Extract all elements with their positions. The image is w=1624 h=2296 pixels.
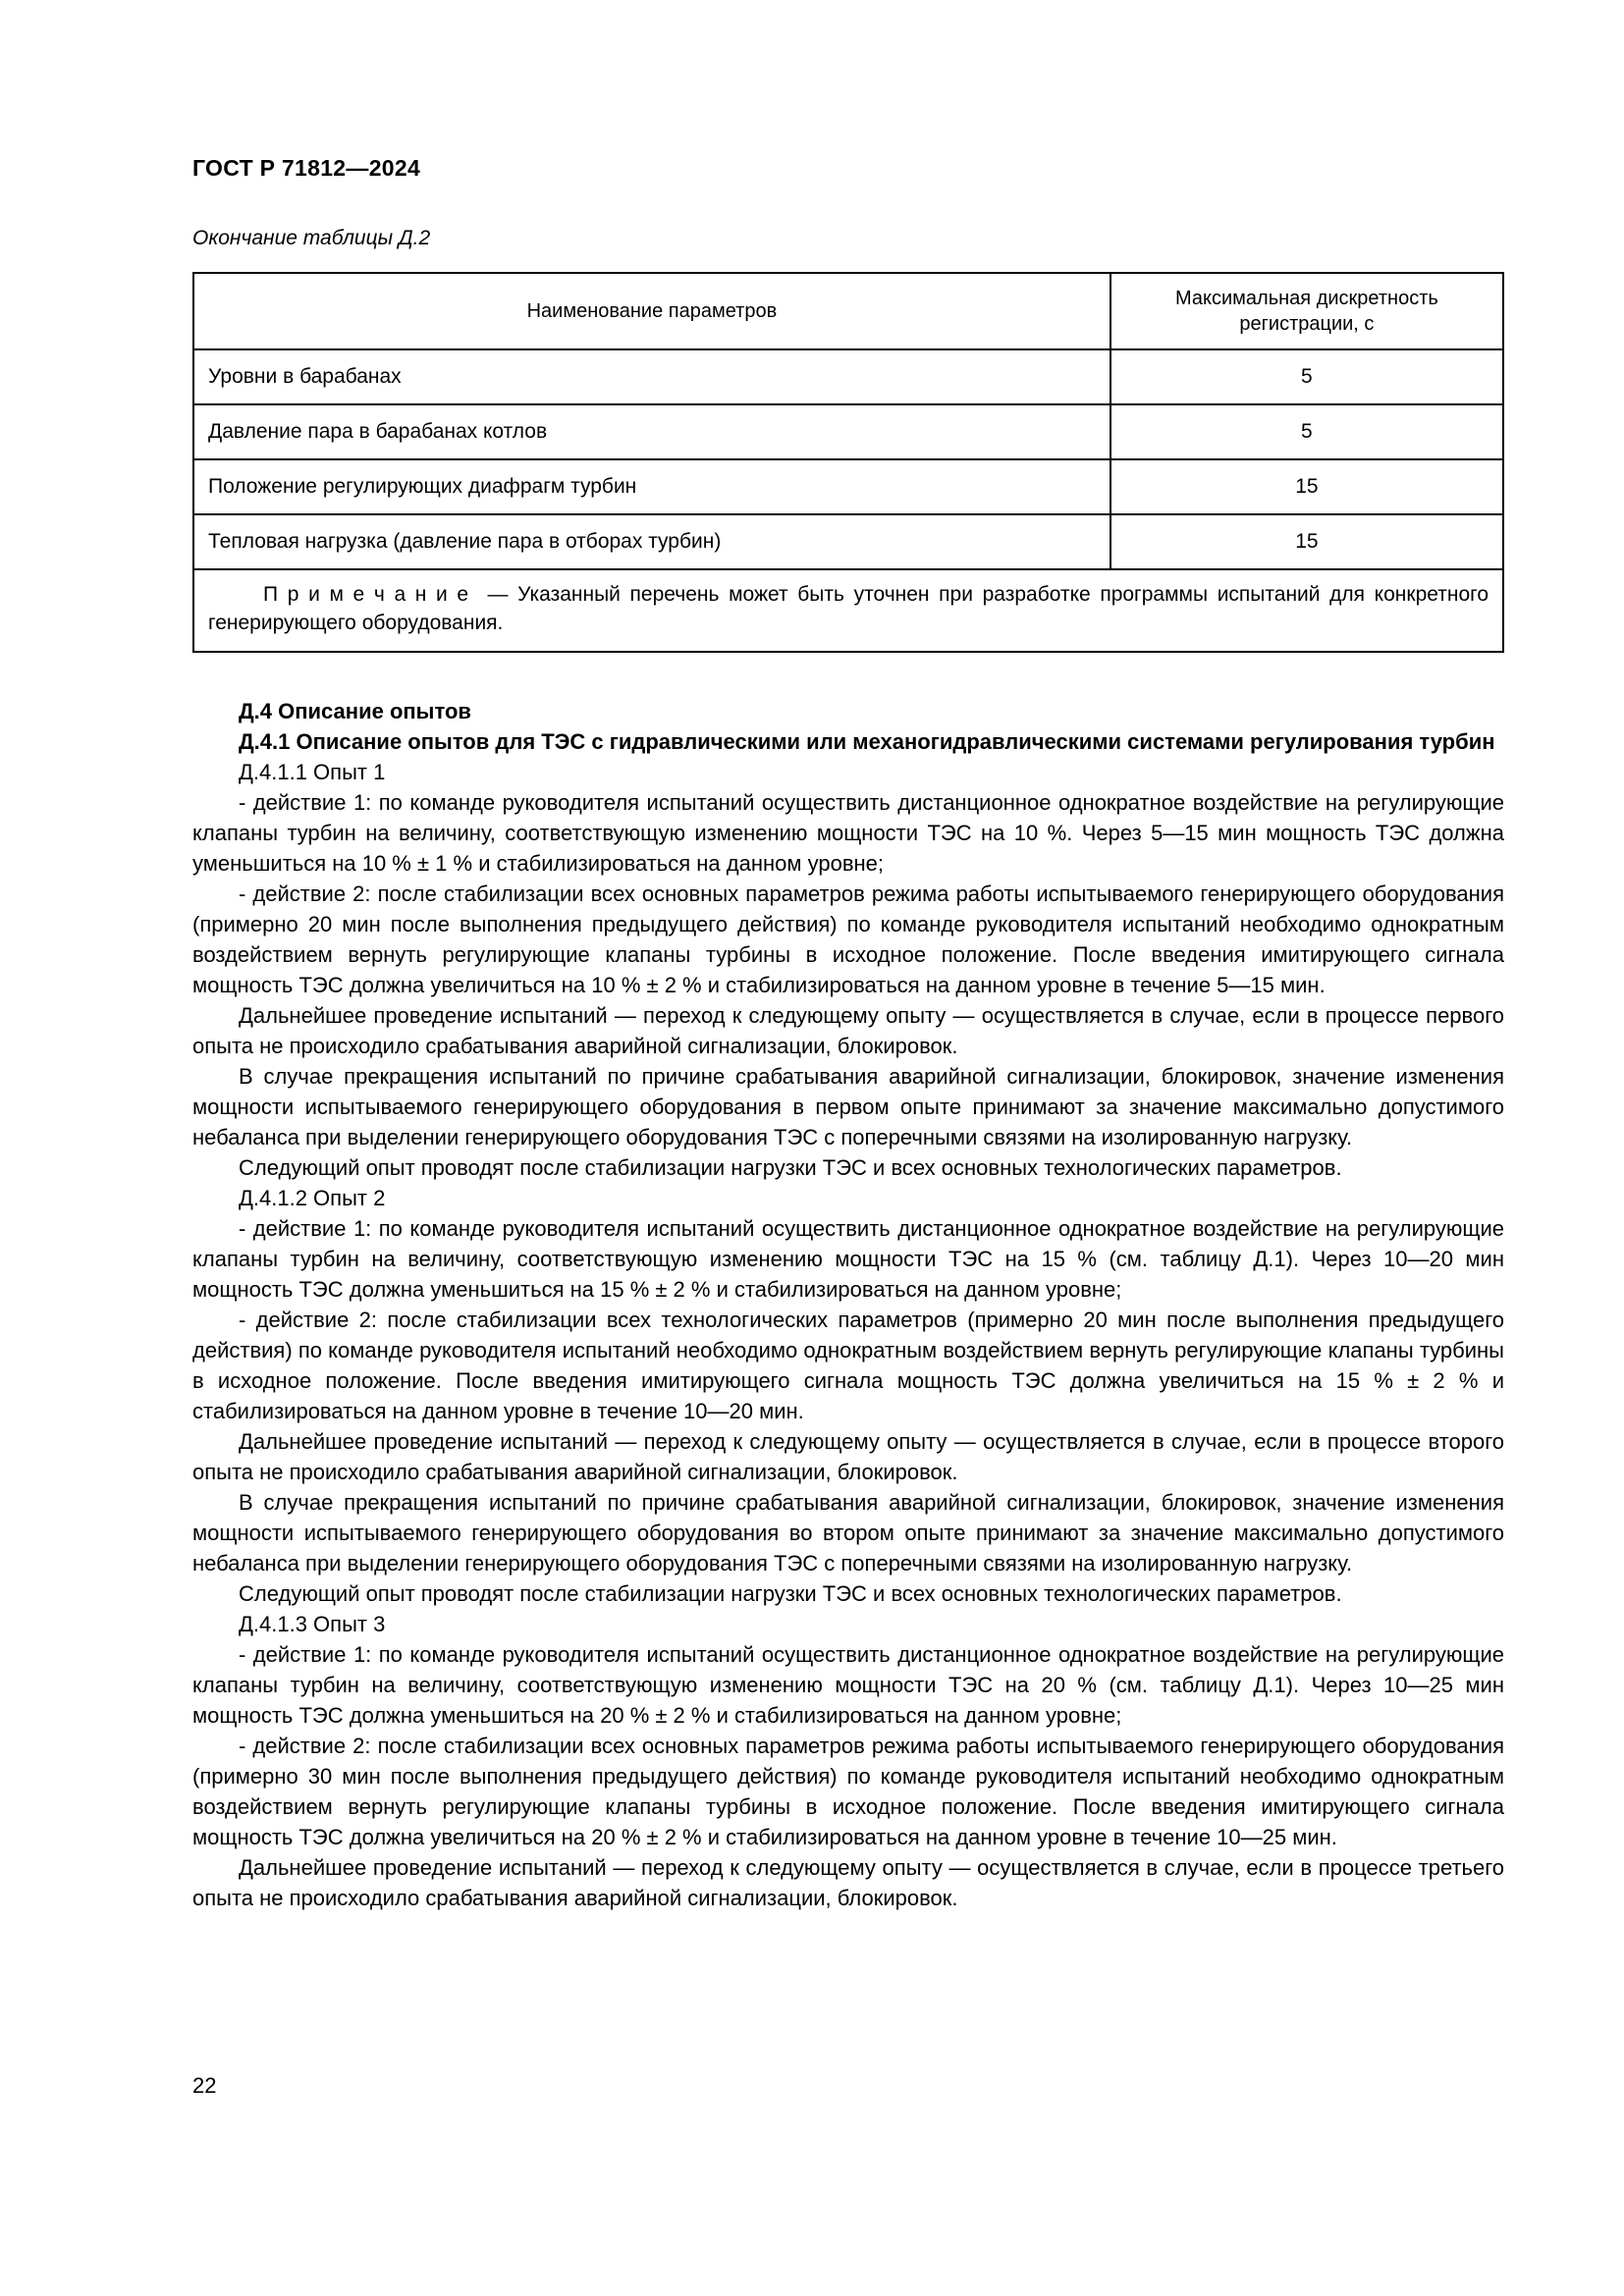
table-row — [193, 514, 1503, 569]
page-number: 22 — [192, 2073, 217, 2098]
note-text: — Указанный перечень может быть уточнен при разработке программы испытаний для конкретного генерирующего оборудования. — [208, 583, 1489, 634]
param-value: 15 — [1110, 459, 1503, 514]
section-heading-d4: Д.4 Описание опытов — [239, 699, 471, 723]
paragraph: - действие 2: после стабилизации всех основных параметров режима работы испытываемого генерирующего оборудования (примерно 30 мин после выполнения предыдущего действия) по команде руководителя испытаний необходимо однократным воздействием вернуть регулирующие клапаны турбины в исходное положение. После введения имитирующего сигнала мощность ТЭС должна увеличиться на 20 % ± 2 % и стабилизироваться на данном уровне в течение 10—25 мин. — [192, 1734, 1504, 1849]
table-note-row — [193, 569, 1503, 652]
subsection-heading-experiment-2: Д.4.1.2 Опыт 2 — [239, 1186, 386, 1210]
subsection-heading-experiment-3: Д.4.1.3 Опыт 3 — [239, 1612, 386, 1636]
parameters-table — [192, 272, 1504, 653]
param-name: Уровни в барабанах — [193, 349, 1110, 404]
doc-number: ГОСТ Р 71812—2024 — [192, 155, 421, 181]
table-note — [193, 569, 1503, 652]
paragraph: Дальнейшее проведение испытаний — переход к следующему опыту — осуществляется в случае, если в процессе третьего опыта не происходило срабатывания аварийной сигнализации, блокировок. — [192, 1855, 1504, 1910]
col-header-parameters: Наименование параметров — [193, 273, 1110, 349]
paragraph: - действие 1: по команде руководителя испытаний осуществить дистанционное однократное воздействие на регулирующие клапаны турбин на величину, соответствующую изменению мощности ТЭС на 20 % (см. таблицу Д.1). Через 10—25 мин мощность ТЭС должна уменьшиться на 20 % ± 2 % и стабилизироваться на данном уровне; — [192, 1642, 1504, 1728]
paragraph: Следующий опыт проводят после стабилизации нагрузки ТЭС и всех основных технологических параметров. — [239, 1155, 1342, 1180]
paragraph: Следующий опыт проводят после стабилизации нагрузки ТЭС и всех основных технологических параметров. — [239, 1581, 1342, 1606]
param-name: Тепловая нагрузка (давление пара в отборах турбин) — [193, 514, 1110, 569]
param-name: Давление пара в барабанах котлов — [193, 404, 1110, 459]
paragraph: Дальнейшее проведение испытаний — переход к следующему опыту — осуществляется в случае, если в процессе второго опыта не происходило срабатывания аварийной сигнализации, блокировок. — [192, 1429, 1504, 1484]
table-row — [193, 349, 1503, 404]
paragraph: - действие 1: по команде руководителя испытаний осуществить дистанционное однократное воздействие на регулирующие клапаны турбин на величину, соответствующую изменению мощности ТЭС на 15 % (см. таблицу Д.1). Через 10—20 мин мощность ТЭС должна уменьшиться на 15 % ± 2 % и стабилизироваться на данном уровне; — [192, 1216, 1504, 1302]
note-label: П р и м е ч а н и е — [263, 583, 469, 606]
param-value: 5 — [1110, 404, 1503, 459]
paragraph: В случае прекращения испытаний по причине срабатывания аварийной сигнализации, блокировок, значение изменения мощности испытываемого генерирующего оборудования в первом опыте принимают за значение максимально допустимого небаланса при выделении генерирующего оборудования ТЭС с поперечными связями на изолированную нагрузку. — [192, 1064, 1504, 1149]
table-header-row — [193, 273, 1503, 349]
page-content — [192, 155, 1504, 1913]
body-text — [192, 696, 1504, 1913]
section-heading-d41: Д.4.1 Описание опытов для ТЭС с гидравлическими или механогидравлическими системами регулирования турбин — [239, 729, 1495, 754]
table-row — [193, 404, 1503, 459]
paragraph: В случае прекращения испытаний по причине срабатывания аварийной сигнализации, блокировок, значение изменения мощности испытываемого генерирующего оборудования во втором опыте принимают за значение максимально допустимого небаланса при выделении генерирующего оборудования ТЭС с поперечными связями на изолированную нагрузку. — [192, 1490, 1504, 1575]
param-name: Положение регулирующих диафрагм турбин — [193, 459, 1110, 514]
table-caption: Окончание таблицы Д.2 — [192, 227, 431, 249]
paragraph: - действие 1: по команде руководителя испытаний осуществить дистанционное однократное воздействие на регулирующие клапаны турбин на величину, соответствующую изменению мощности ТЭС на 10 %. Через 5—15 мин мощность ТЭС должна уменьшиться на 10 % ± 1 % и стабилизироваться на данном уровне; — [192, 790, 1504, 876]
table-row — [193, 459, 1503, 514]
paragraph: Дальнейшее проведение испытаний — переход к следующему опыту — осуществляется в случае, если в процессе первого опыта не происходило срабатывания аварийной сигнализации, блокировок. — [192, 1003, 1504, 1058]
paragraph: - действие 2: после стабилизации всех технологических параметров (примерно 20 мин после выполнения предыдущего действия) по команде руководителя испытаний необходимо однократным воздействием вернуть регулирующие клапаны турбины в исходное положение. После введения имитирующего сигнала мощность ТЭС должна увеличиться на 15 % ± 2 % и стабилизироваться на данном уровне в течение 10—20 мин. — [192, 1308, 1504, 1423]
param-value: 5 — [1110, 349, 1503, 404]
col-header-discreteness: Максимальная дискретность регистрации, с — [1110, 273, 1503, 349]
subsection-heading-experiment-1: Д.4.1.1 Опыт 1 — [239, 760, 386, 784]
paragraph: - действие 2: после стабилизации всех основных параметров режима работы испытываемого генерирующего оборудования (примерно 20 мин после выполнения предыдущего действия) по команде руководителя испытаний необходимо однократным воздействием вернуть регулирующие клапаны турбины в исходное положение. После введения имитирующего сигнала мощность ТЭС должна увеличиться на 10 % ± 2 % и стабилизироваться на данном уровне в течение 5—15 мин. — [192, 881, 1504, 997]
param-value: 15 — [1110, 514, 1503, 569]
